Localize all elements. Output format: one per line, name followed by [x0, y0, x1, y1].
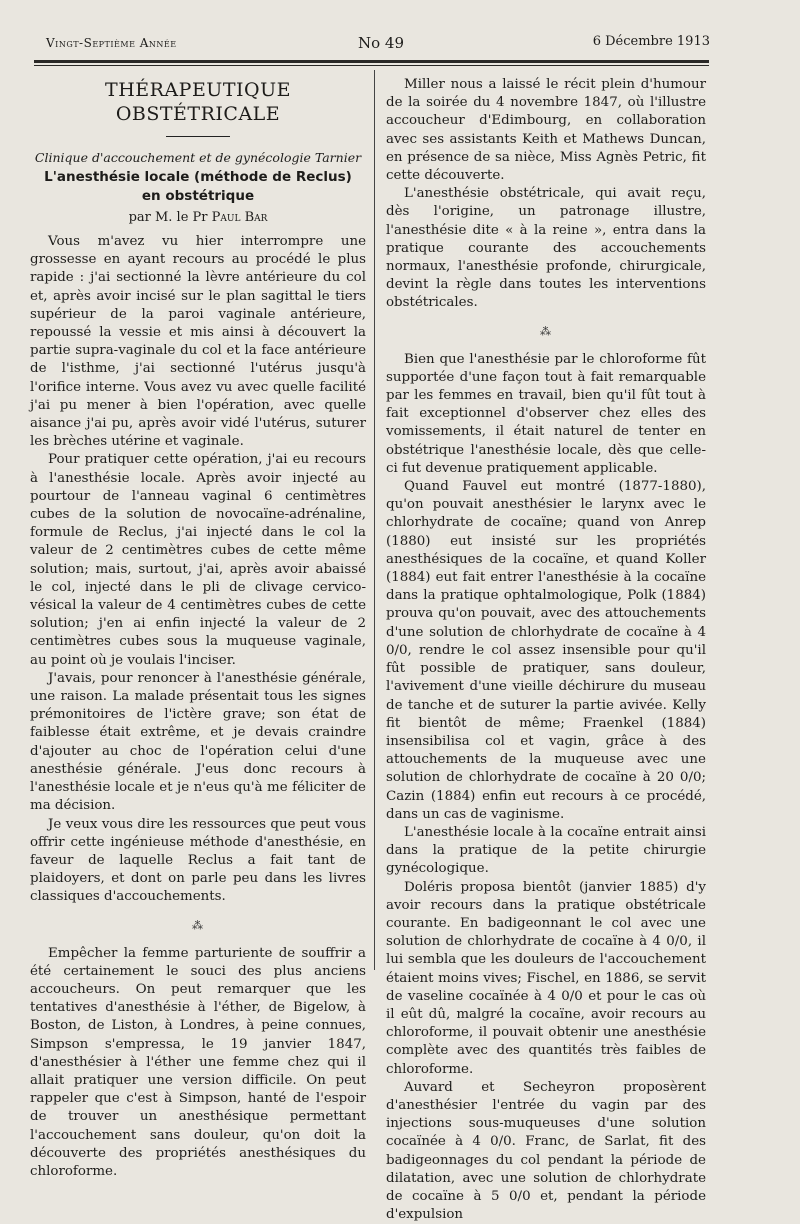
header-rule-thin: [34, 65, 709, 66]
paragraph: Je veux vous dire les ressources que peut vous offrir cette ingénieuse méthode d'anesthésie, en faveur de laquelle Reclus a fait tant de plaidoyers, et dont on parle peu dans les livres classiques d'accouchements.: [30, 816, 366, 905]
article-title-line-1: L'anesthésie locale (méthode de Reclus): [44, 169, 352, 185]
clinic-name: Clinique d'accouchement et de gynécologie Tarnier: [34, 150, 362, 165]
paragraph: Doléris proposa bientôt (janvier 1885) d'y avoir recours dans la pratique obstétricale courante. En badigeonnant le col avec une solution de chlorhydrate de cocaïne à 4 0/0, il lui sembla que les douleurs de l'accouchement étaient moins vives; Fischel, en 1886, se servit de vaseline cocaïnée à 4 0/0 et pour le cas où il eût dû, malgré la cocaïne, avoir recours au chloroforme, il pouvait obtenir une anesthésie complète avec des quantités très faibles de chloroforme.: [386, 879, 706, 1077]
title-underline: [166, 136, 230, 137]
paragraph: J'avais, pour renoncer à l'anesthésie générale, une raison. La malade présentait tous les signes prémonitoires de l'ictère grave; son état de faiblesse était extrême, et je devais craindre d'ajouter au choc de l'opération celui d'une anesthésie générale. J'eus donc recours à l'anesthésie locale et je n'eus qu'à me féliciter de ma décision.: [30, 670, 366, 814]
paragraph: Bien que l'anesthésie par le chloroforme fût supportée d'une façon tout à fait remarquable par les femmes en travail, bien qu'il fût tout à fait exceptionnel d'observer chez elles des vomissements, il était naturel de tenter en obstétrique l'anesthésie locale, dès que celle-ci fut devenue pratiquement applicable.: [386, 351, 706, 476]
asterism-separator: ⁂: [192, 918, 204, 932]
author-name: Paul Bar: [211, 210, 268, 225]
running-header: [40, 34, 710, 54]
paragraph: Vous m'avez vu hier interrompre une grossesse en ayant recours au procédé le plus rapide : j'ai sectionné la lèvre antérieure du col et, après avoir incisé sur le plan sagittal le tiers supérieur de la paroi vaginale antérieure, repoussé la vessie et mis ainsi à découvert la partie supra-vaginale du col et la face antérieure de l'isthme, j'ai sectionné l'utérus jusqu'à l'orifice interne. Vous avez vu avec quelle facilité j'ai pu mener à bien l'opération, avec quelle aisance j'ai pu, après avoir vidé l'utérus, suturer les brèches utérine et vaginale.: [30, 234, 366, 450]
paragraph: L'anesthésie obstétricale, qui avait reçu, dès l'origine, un patronage illustre, l'anesthésie dite « à la reine », entra dans la pratique courante des accouchements normaux, l'anesthésie profonde, chirurgicale, devint la règle dans toutes les interventions obstétricales.: [386, 186, 706, 311]
paragraph: Quand Fauvel eut montré (1877-1880), qu'on pouvait anesthésier le larynx avec le chlorhydrate de cocaïne; quand von Anrep (1880) eut insisté sur les propriétés anesthésiques de la cocaïne, et quand Koller (1884) eut fait entrer l'anesthésie à la cocaïne dans la pratique ophtalmologique, Polk (1884) prouva qu'on pouvait, avec des attouchements d'une solution de chlorhydrate de cocaïne à 4 0/0, rendre le col assez insensible pour qu'il fût possible de pratiquer, sans douleur, l'avivement d'une vieille déchirure du museau de tanche et de suturer la partie avivée. Kelly fit bientôt de même; Fraenkel (1884) insensibilisa col et vagin, grâce à des attouchements de la muqueuse avec une solution de chlorhydrate de cocaïne à 20 0/0; Cazin (1884) enfin eut recours à ce procédé, dans un cas de vaginisme.: [386, 479, 706, 822]
paragraph: Miller nous a laissé le récit plein d'humour de la soirée du 4 novembre 1847, où l'illustre accoucheur d'Edimbourg, en collaboration avec ses assistants Keith et Mathews Duncan, en présence de sa nièce, Miss Agnès Petric, fit cette découverte.: [386, 77, 706, 184]
paragraph: Pour pratiquer cette opération, j'ai eu recours à l'anesthésie locale. Après avoir injecté au pourtour de l'anneau vaginal 6 centimètres cubes de la solution de novocaïne-adrénaline, formule de Reclus, j'ai injecté dans le col la valeur de 2 centimètres cubes de cette même solution; mais, surtout, j'ai, après avoir abaissé le col, injecté dans le pli de clivage cervico-vésical la valeur de 4 centimètres cubes de cette solution; j'en ai enfin injecté la valeur de 2 centimètres cubes sous la muqueuse vaginale, au point où je voulais l'inciser.: [30, 452, 366, 668]
column-divider: [374, 70, 375, 970]
byline: [30, 209, 366, 227]
section-title: THÉRAPEUTIQUE OBSTÉTRICALE: [105, 79, 291, 125]
right-column: [386, 76, 706, 1224]
volume-year: Vingt-Septième Année: [46, 36, 177, 50]
paragraph: Empêcher la femme parturiente de souffrir a été certainement le souci des plus anciens accoucheurs. On peut remarquer que les tentatives d'anesthésie à l'éther, de Bigelow, à Boston, de Liston, à Londres, à peine connues, Simpson s'empressa, le 19 janvier 1847, d'anesthésier à l'éther une femme chez qui il allait pratiquer une version difficile. On peut rappeler que c'est à Simpson, hanté de l'espoir de trouver un anesthésique permettant l'accouchement sans douleur, qu'on doit la découverte des propriétés anesthésiques du chloroforme.: [30, 945, 366, 1179]
article-title-line-2: en obstétrique: [141, 188, 255, 204]
left-column: [30, 76, 366, 1181]
asterism-separator: ⁂: [540, 324, 552, 338]
issue-number: No 49: [358, 34, 405, 52]
paragraph: Auvard et Secheyron proposèrent d'anesthésier l'entrée du vagin par des injections sous-muqueuses d'une solution cocaïnée à 4 0/0. Franc, de Sarlat, fit des badigeonnages du col pendant la période de dilatation, avec une solution de chlorhydrate de cocaïne à 5 0/0 et, pendant la période d'expulsion: [386, 1079, 706, 1223]
header-rule-thick: [34, 60, 709, 63]
paragraph: L'anesthésie locale à la cocaïne entrait ainsi dans la pratique de la petite chirurgie gynécologique.: [386, 824, 706, 877]
issue-date: 6 Décembre 1913: [592, 34, 710, 49]
byline-prefix: par M. le Pr: [128, 210, 212, 225]
